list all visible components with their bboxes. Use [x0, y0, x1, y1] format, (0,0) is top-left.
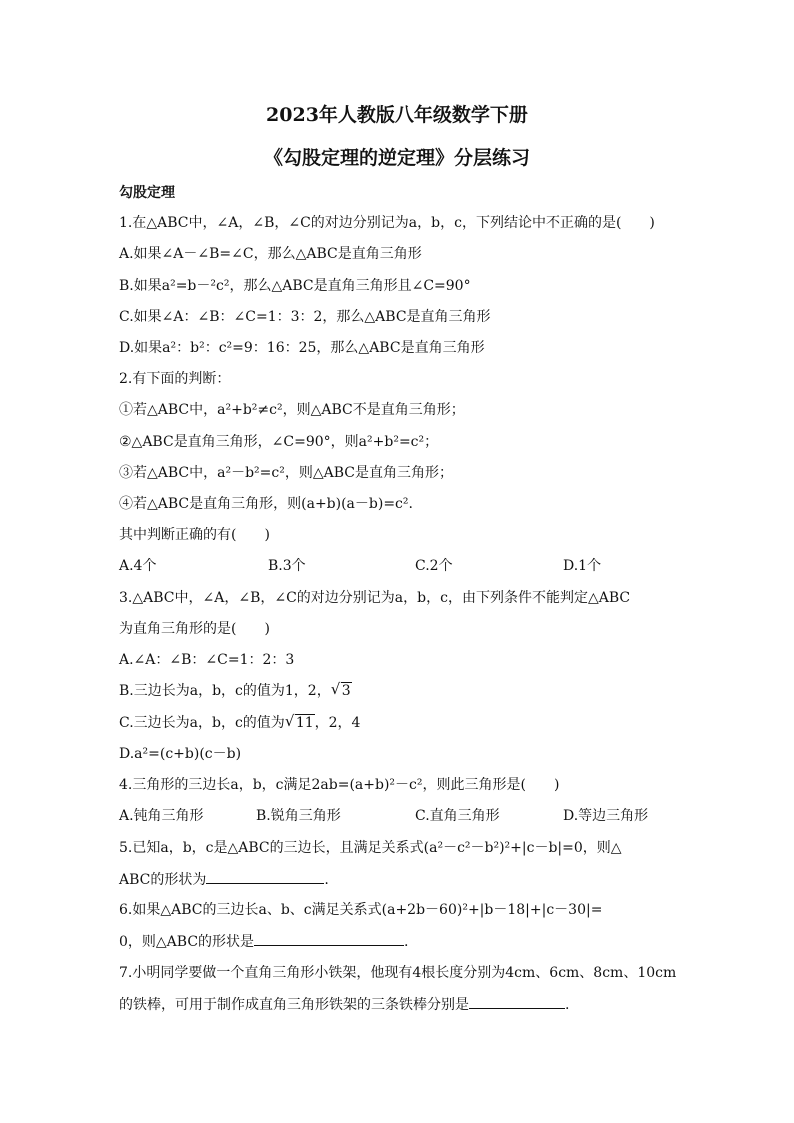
question-7-line-2 [119, 994, 569, 1015]
question-2-ask: 其中判断正确的有( ) [119, 527, 270, 543]
question-6-line-2 [119, 931, 409, 952]
radicand: 11 [295, 715, 314, 731]
question-1-option-a: A.如果∠A－∠B=∠C，那么△ABC是直角三角形 [119, 246, 422, 262]
question-4-option-c: C.直角三角形 [415, 808, 500, 824]
question-2-option-b: B.3个 [268, 558, 306, 574]
answer-blank[interactable] [206, 869, 324, 884]
question-3-stem-line-1: 3.△ABC中，∠A，∠B，∠C的对边分别记为a，b，c，由下列条件不能判定△ABC [119, 590, 631, 606]
question-3-option-b [119, 681, 352, 701]
question-4-stem: 4.三角形的三边长a，b，c满足2ab=(a+b)²－c²，则此三角形是( ) [119, 777, 560, 793]
question-1-stem: 1.在△ABC中，∠A，∠B，∠C的对边分别记为a，b，c，下列结论中不正确的是( ) [119, 215, 655, 231]
question-3-option-c [119, 713, 360, 733]
question-1-option-d: D.如果a²：b²：c²=9：16：25，那么△ABC是直角三角形 [119, 340, 485, 356]
question-2-statement-1: ①若△ABC中，a²+b²≠c²，则△ABC不是直角三角形； [119, 402, 465, 418]
radical-sign-icon: √ [330, 680, 341, 698]
page-title: 2023年人教版八年级数学下册 [266, 104, 528, 126]
question-2-statement-2: ②△ABC是直角三角形，∠C=90°，则a²+b²=c²； [119, 434, 439, 450]
sqrt-3 [331, 681, 352, 701]
answer-blank[interactable] [254, 931, 404, 946]
question-5-period: . [324, 872, 329, 888]
question-3-option-a: A.∠A：∠B：∠C=1：2：3 [119, 652, 295, 668]
question-4-option-a: A.钝角三角形 [119, 808, 204, 824]
question-2-statement-4: ④若△ABC是直角三角形，则(a+b)(a－b)=c². [119, 496, 413, 512]
question-2-option-c: C.2个 [415, 558, 453, 574]
question-3-option-c-tail: ，2，4 [314, 715, 361, 731]
answer-blank[interactable] [469, 994, 565, 1009]
question-4-option-b: B.锐角三角形 [256, 808, 341, 824]
radical-sign-icon: √ [284, 712, 295, 730]
section-heading: 勾股定理 [119, 185, 175, 201]
question-5-line-2-text: ABC的形状为 [119, 872, 207, 888]
question-2-statement-3: ③若△ABC中，a²－b²=c²，则△ABC是直角三角形； [119, 465, 453, 481]
question-3-option-c-text: C.三边长为a，b，c的值为 [119, 715, 285, 731]
question-3-stem-line-2: 为直角三角形的是( ) [119, 621, 270, 637]
question-2-option-d: D.1个 [563, 558, 602, 574]
sqrt-11 [285, 713, 315, 733]
question-7-line-1: 7.小明同学要做一个直角三角形小铁架，他现有4根长度分别为4cm、6cm、8cm、10cm [119, 965, 677, 981]
question-3-option-d: D.a²=(c+b)(c－b) [119, 746, 242, 762]
question-3-option-b-text: B.三边长为a，b，c的值为1，2， [119, 683, 331, 699]
question-7-period: . [565, 997, 570, 1013]
question-7-line-2-text: 的铁棒，可用于制作成直角三角形铁架的三条铁棒分别是 [119, 997, 469, 1013]
question-6-period: . [404, 934, 409, 950]
page-subtitle: 《勾股定理的逆定理》分层练习 [263, 147, 530, 169]
question-6-line-1: 6.如果△ABC的三边长a、b、c满足关系式(a+2b－60)²+|b－18|+|c－30|= [119, 902, 603, 918]
question-2-option-a: A.4个 [119, 558, 157, 574]
question-5-line-2 [119, 869, 329, 890]
question-4-option-d: D.等边三角形 [563, 808, 649, 824]
question-2-stem: 2.有下面的判断： [119, 371, 231, 387]
question-5-line-1: 5.已知a，b，c是△ABC的三边长，且满足关系式(a²－c²－b²)²+|c－b|=0，则△ [119, 840, 622, 856]
question-1-option-b: B.如果a²=b－²c²，那么△ABC是直角三角形且∠C=90° [119, 278, 471, 294]
question-6-line-2-text: 0，则△ABC的形状是 [119, 934, 255, 950]
question-1-option-c: C.如果∠A：∠B：∠C=1：3：2，那么△ABC是直角三角形 [119, 309, 491, 325]
radicand: 3 [341, 683, 351, 699]
